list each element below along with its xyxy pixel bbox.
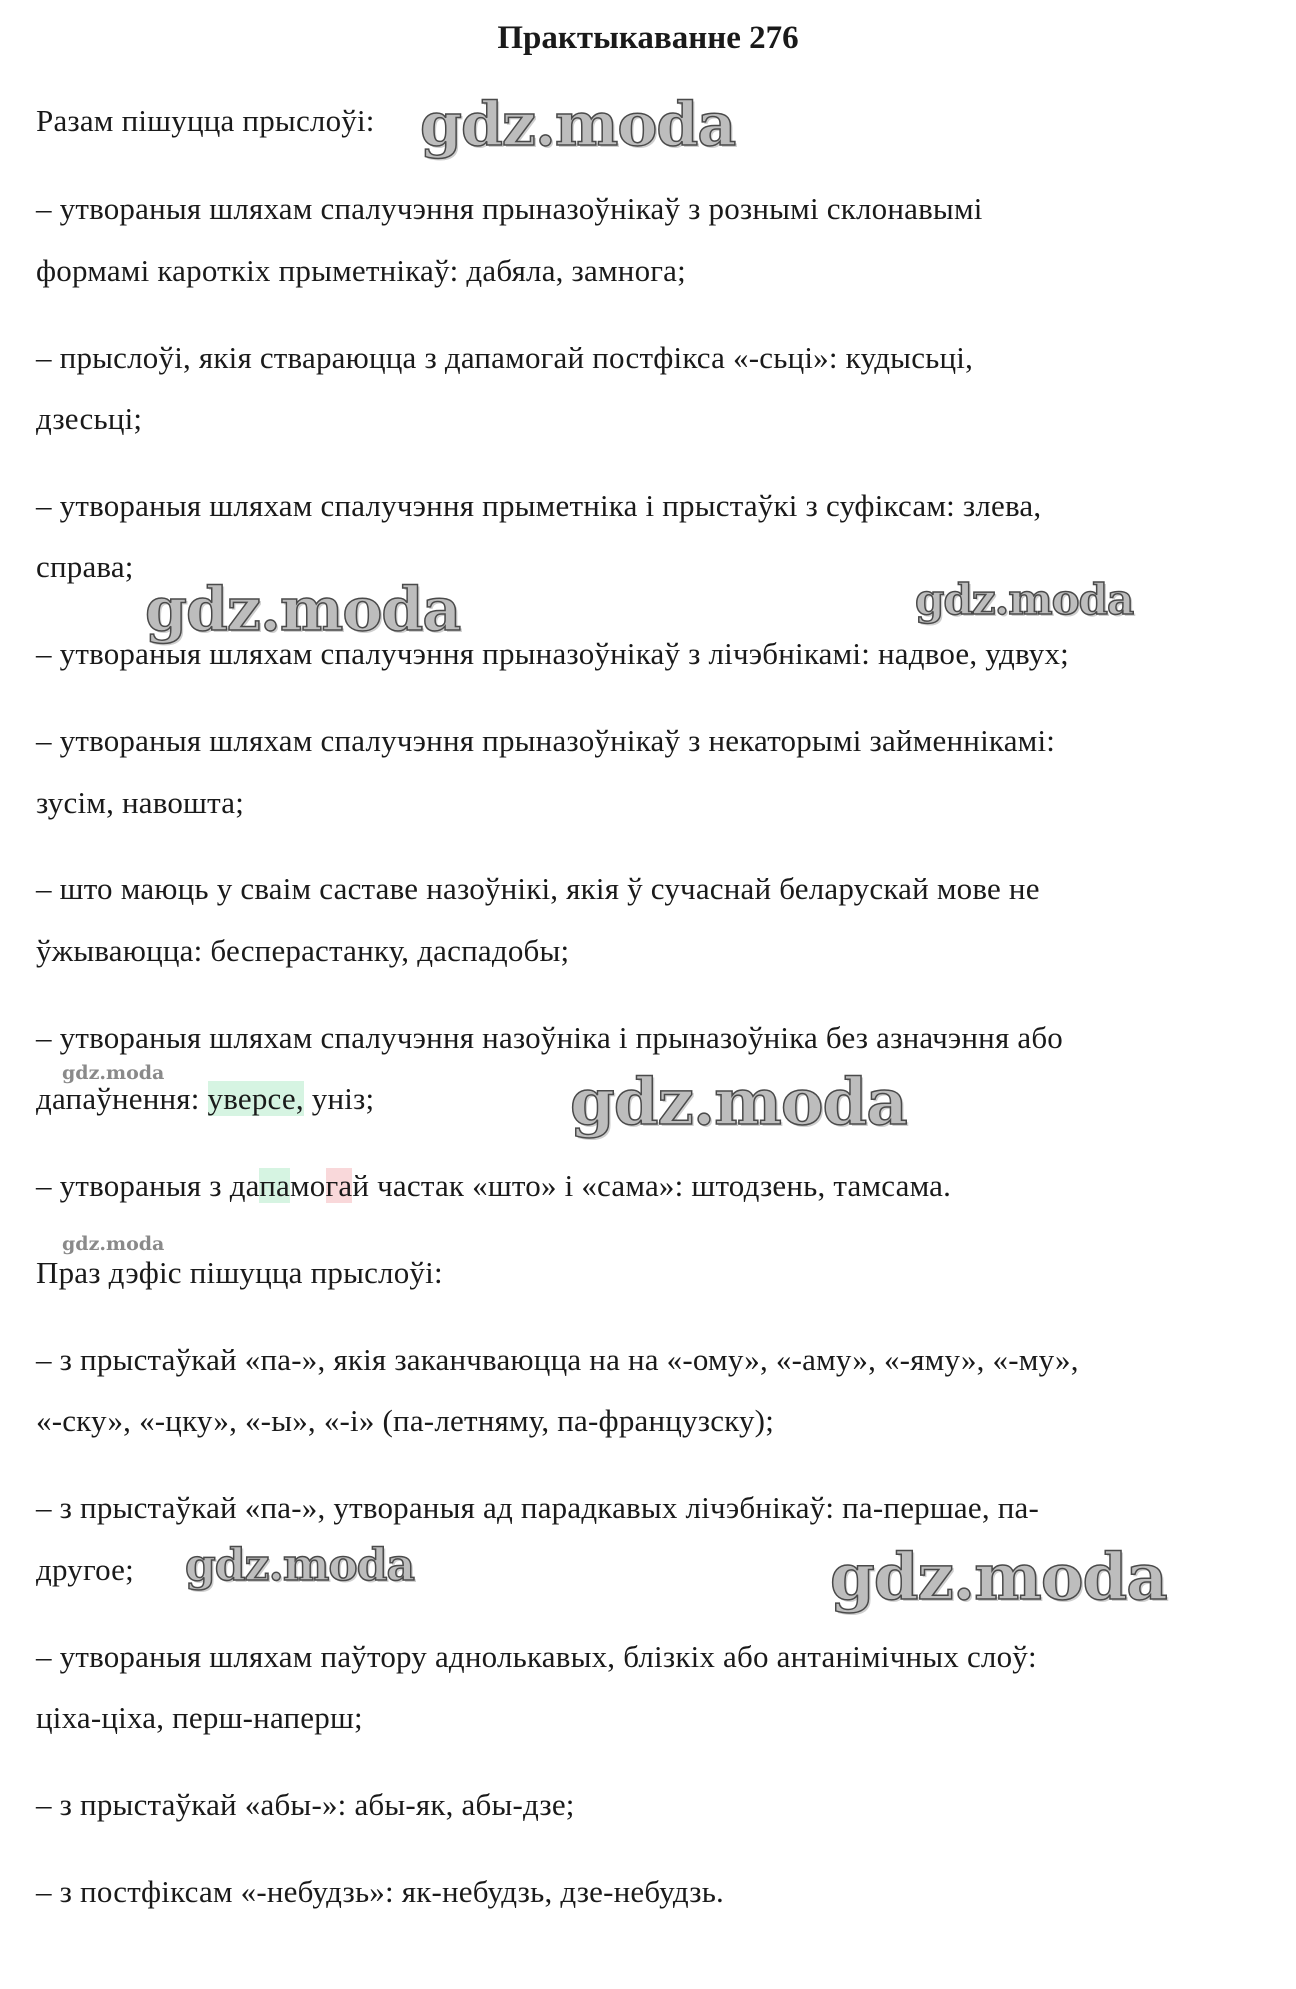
text-line: – утвораныя шляхам спалучэння прыметніка і прыстаўкі з суфіксам: злева, [36, 488, 1042, 523]
text-line: – утвораныя шляхам паўтору аднолькавых, блізкіх або антанімічных слоў: [36, 1639, 1037, 1674]
page-title: Практыкаванне 276 [497, 20, 799, 56]
highlighted-syllable: па [259, 1168, 290, 1203]
text-line: – з прыстаўкай «па-», якія заканчваюцца на на «-ому», «-аму», «-яму», «-му», [36, 1342, 1079, 1377]
text-line: «-ску», «-цку», «-ы», «-і» (па-летняму, па-французску); [36, 1403, 775, 1438]
highlighted-word: уверсе, [207, 1081, 304, 1116]
watermark: gdz.moda [830, 1540, 1167, 1615]
watermark-small: gdz.moda [62, 1233, 165, 1255]
text-line: – утвораныя шляхам спалучэння назоўніка і прыназоўніка без азначэння або [36, 1020, 1064, 1055]
text-line: формамі кароткіх прыметнікаў: дабяла, замнога; [36, 253, 686, 288]
watermark: gdz.moda [420, 90, 736, 160]
text-segment: уніз; [303, 1081, 375, 1116]
watermark: gdz.moda [145, 575, 461, 645]
text-line: – з постфіксам «-небудзь»: як-небудзь, дзе-небудзь. [36, 1874, 724, 1909]
text-segment: дапаўнення: [36, 1081, 208, 1116]
text-segment: й частак «што» і «сама»: штодзень, тамсама. [352, 1168, 952, 1203]
text-line: – утвораныя шляхам спалучэння прыназоўнікаў з рознымі склонавымі [36, 191, 983, 226]
text-line: зусім, навошта; [36, 785, 245, 820]
watermark: gdz.moda [185, 1540, 415, 1591]
text-line: – з прыстаўкай «абы-»: абы-як, абы-дзе; [36, 1787, 575, 1822]
text-line: дзесьці; [36, 401, 143, 436]
section-heading-together: Разам пішуцца прыслоўі: [36, 103, 375, 138]
text-line: – з прыстаўкай «па-», утвораныя ад парадкавых лічэбнікаў: па-першае, па- [36, 1490, 1040, 1525]
text-line: ціха-ціха, перш-наперш; [36, 1700, 363, 1735]
text-line: – утвораныя шляхам спалучэння прыназоўнікаў з некаторымі займеннікамі: [36, 723, 1056, 758]
highlighted-syllable: га [325, 1168, 353, 1203]
text-line [36, 1081, 374, 1117]
text-line: – утвораныя шляхам спалучэння прыназоўнікаў з лічэбнікамі: надвое, удвух; [36, 636, 1069, 671]
text-line: другое; [36, 1552, 134, 1587]
section-heading-hyphen: Праз дэфіс пішуцца прыслоўі: [36, 1255, 443, 1290]
text-line: справа; [36, 549, 134, 584]
watermark: gdz.moda [915, 575, 1134, 624]
text-segment: мо [289, 1168, 326, 1203]
text-line [36, 1168, 951, 1204]
text-segment: – утвораныя з да [36, 1168, 260, 1203]
text-line: ўжываюцца: бесперастанку, даспадобы; [36, 933, 570, 968]
watermark: gdz.moda [570, 1065, 907, 1140]
text-line: – што маюць у сваім саставе назоўнікі, якія ў сучаснай беларускай мове не [36, 871, 1040, 906]
text-line: – прыслоўі, якія ствараюцца з дапамогай постфікса «-сьці»: кудысьці, [36, 340, 974, 375]
watermark-small: gdz.moda [62, 1062, 165, 1084]
